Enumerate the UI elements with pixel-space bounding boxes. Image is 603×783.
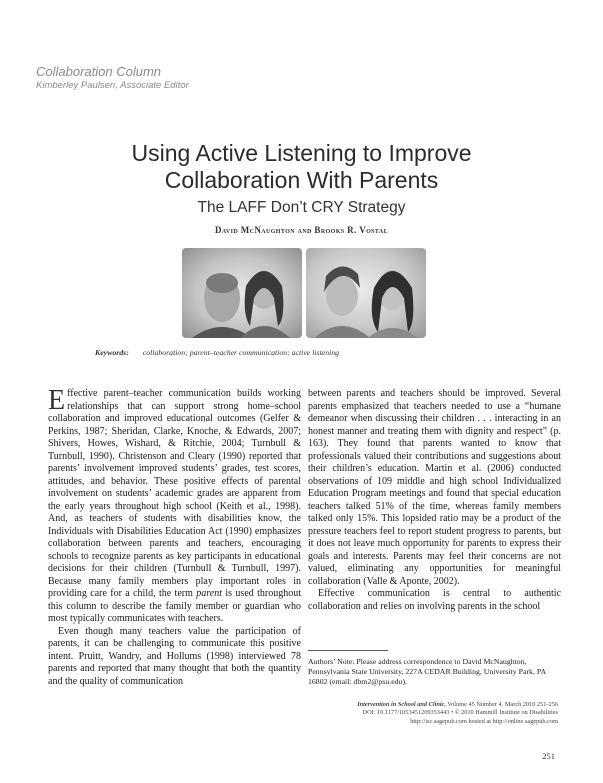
url-line: http://isc.sagepub.com hosted at http://online.sagepub.com (410, 717, 558, 725)
photo-two-women (306, 248, 426, 338)
article-title-line-1: Using Active Listening to Improve (131, 140, 472, 166)
paragraph-text: ffective parent–teacher communication builds working relationships that can support strong home–school collaboration and improved educational outcomes (Gelfer & Perkins, 1987; Sheridan, Clarke, Knoche, & Edwards, 2007; Shivers, Howes, Wishard, & Ritchie, 2004; Turnbull & Turnbull, 1990). Christenson and Cleary (1990) reported that parents’ involvement improved students’ grades, test scores, attitudes, and behavior. These positive effects of parental involvement on students’ academic grades are apparent from the early years throughout high school (Keith et al., 1998). And, as teachers of students with disabilities know, the Individuals with Disabilities Education Act (1990) emphasizes collaboration between parents and teachers, encouraging schools to recognize parents as key participants in educational decisions for their children (Turnbull & Turnbull, 1997). Because many family members play important roles in providing care for a child, the term (48, 388, 301, 599)
paragraph (48, 385, 302, 626)
body-column-left (48, 385, 302, 688)
photo-man-and-woman-illustration (182, 248, 302, 338)
photo-two-women-illustration (306, 248, 426, 338)
keywords-label: Keywords: (95, 348, 129, 357)
citation-journal-line (300, 701, 558, 709)
column-header (36, 64, 189, 92)
authors-note: Authors’ Note: Please address correspondence to David McNaughton, Pennsylvania State University, 227A CEDAR Building, University Park, PA 16802 (email: dbm2@psu.edu). (308, 657, 546, 686)
paragraph: between parents and teachers should be improved. Several parents emphasized that teachers needed to use a “humane demeanor when discussing their children . . . interacting in an honest manner and treating them with dignity and respect” (p. 163). They found that parents wanted to know that professionals valued their contributions and suggestions about their children’s education. Martin et al. (2006) conducted observations of 109 middle and high school Individualized Education Program meetings and found that special education teachers talked 51% of the time, whereas family members talked only 15%. This lopsided ratio may be a product of the pressure teachers feel to report student progress to parents, but it does not leave much opportunity for parents to express their goals and interests. Parents may feel their concerns are not valued, eliminating any opportunities for meaningful collaboration (Valle & Aponte, 2002). (308, 388, 561, 587)
footnote-area (308, 650, 561, 687)
volume-info: Volume 45 Number 4, March 2010 251-256 (447, 701, 558, 708)
doi-line: DOI: 10.1177/1053451209353443 • © 2010 Hammill Institute on Disabilities (362, 709, 558, 717)
article-title (0, 140, 603, 194)
footnote-rule (308, 650, 388, 651)
article-subtitle: The LAFF Don’t CRY Strategy (197, 199, 406, 216)
column-title: Collaboration Column (36, 64, 162, 79)
photo-man-and-woman (182, 248, 302, 338)
paragraph-text: is used throughout this column to describe the family member or guardian who most typically communicates with teachers. (48, 588, 302, 624)
drop-cap: E (48, 385, 66, 416)
column-editor: Kimberley Paulsen, Associate Editor (36, 80, 189, 91)
keywords-text: collaboration; parent–teacher communication; active listening (142, 348, 340, 357)
article-title-line-2: Collaboration With Parents (164, 167, 439, 193)
paragraph: Even though many teachers value the participation of parents, it can be challenging to communicate this positive intent. Pruitt, Wandry, and Hollums (1998) interviewed 78 parents and reported that many thought that both the quantity and the quality of communication (48, 625, 301, 687)
citation-block (300, 701, 558, 726)
body-column-right (308, 388, 561, 613)
journal-name: Intervention in School and Clinic, (357, 701, 446, 708)
keywords-line (95, 348, 339, 357)
page-number: 251 (542, 751, 555, 761)
emphasis-text: parent (196, 588, 223, 599)
article-authors: David McNaughton and Brooks R. Vostal (215, 225, 388, 235)
paragraph: Effective communication is central to authentic collaboration and relies on involving parents in the school (308, 588, 561, 612)
